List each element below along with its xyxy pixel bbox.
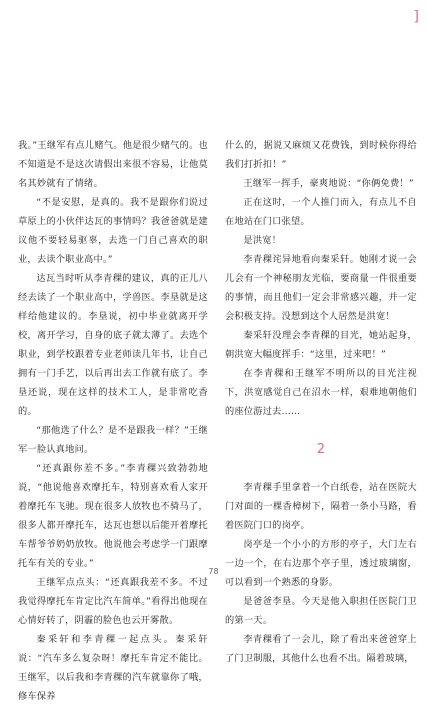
paragraph: “还真跟你差不多。”李青稞兴致勃勃地说，“他说他喜欢摩托车，特别喜欢看人家开着摩托车飞驰。现在很多人放牧也不骑马了，很多人都开摩托车，达瓦也想以后能开着摩托车帮爷爷奶奶放牧。他说他会考虑学一门跟摩托车有关的专业。” [18,463,208,569]
paragraph: 达瓦当时听从李青稞的建议，真的正儿八经去读了一个职业高中，学兽医。李垦就是这样给他建议的。李垦说，初中毕业就离开学校，离开学习，自身的底子就太薄了。去选个职业，到学校跟着专业老师读几年书，让自己拥有一门手艺，以后再出去工作就有底了。李垦还说，现在这样的技术工人，是非常吃香的。 [18,273,208,417]
paragraph: “那他选了什么？是不是跟我一样？”王继军一脸认真地问。 [18,425,208,455]
paragraph: 我。”王继军有点儿赌气。他是很少赌气的。也不知道是不是这次请假出来很不容易，让他莫名其妙就有了情绪。 [18,140,208,189]
right-text-column [225,136,417,668]
paragraph: 王继军点点头：“还真跟我差不多。不过我觉得摩托车肯定比汽车简单。”看得出他现在心情好转了，阴霾的脸色也云开雾散。 [18,577,208,626]
section-number: 2 [316,442,326,457]
paragraph: 李青稞看了一会儿，除了看出来爸爸穿上了门卫制服，其他什么也看不出。隔着玻璃， [225,634,417,664]
paragraph: 李青稞手里拿着一个白纸卷，站在医院大门对面的一棵香樟树下，隔着一条小马路，看着医院门口的岗亭。 [225,482,417,531]
paragraph: 秦采轩和李青稞一起点头。秦采轩说：“汽车多么复杂呀！摩托车肯定不能比。王继军，以后我和李青稞的汽车就靠你了哦，修车保养 [18,634,208,702]
paragraph: 秦采轩没理会李青稞的目光，她站起身，朝洪宽大幅度挥手：“这里，过来吧！” [225,330,417,360]
page-number: 78 [208,567,219,576]
paragraph: “不是安慰，是真的。我不是跟你们说过草原上的小伙伴达瓦的事情吗？我爸爸就是建议他不要轻易驱辜，去选一门自己喜欢的职业，去读个职业高中。” [18,197,208,265]
paragraph: 是洪宽！ [243,235,282,246]
paragraph: 什么的，据说又麻烦又花费钱，到时候你得给我们打折扣！” [225,140,417,170]
left-text-column [18,136,208,706]
corner-mark: ] [413,9,419,25]
paragraph: 李青稞诧异地看向秦采轩。她刚才说一会儿会有一个神秘朋友光临，要商量一件很重要的事情，而且他们一定会非常感兴趣，并一定会积极支持。没想到这个人居然是洪宽！ [225,254,417,322]
paragraph: 正在这时，一个人推门而入，有点儿不自在地站在门口张望。 [225,197,417,227]
paragraph: 王继军一挥手，豪爽地说：“你俩免费！” [243,178,414,189]
paragraph: 在李青稞和王继军不明所以的目光注视下，洪宽感觉自己在沼水一样，艰难地朝他们的座位游过去…… [225,368,417,417]
paragraph: 岗亭是一个小小的方形的亭子，大门左右一边一个，在右边那个亭子里，透过玻璃窗，可以看到一个熟悉的身影。 [225,539,417,588]
paragraph: 是爸爸李垦。今天是他入职担任医院门卫的第一天。 [225,596,417,626]
